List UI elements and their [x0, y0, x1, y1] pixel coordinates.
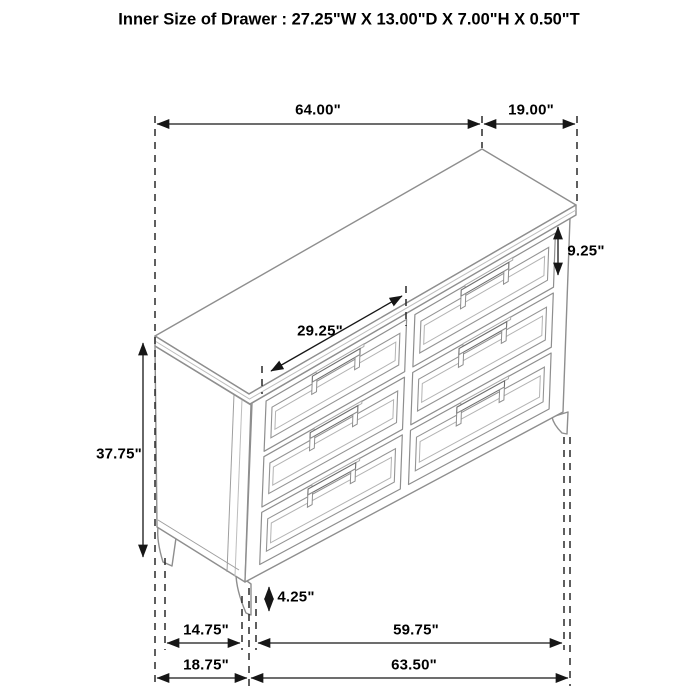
leg-height-label: 4.25" [277, 588, 315, 606]
dresser-illustration [155, 149, 576, 615]
drawer-inner-size-title: Inner Size of Drawer : 27.25"W X 13.00"D X 7.00"H X 0.50"T [118, 10, 580, 29]
drawer-1-right-handle-foot-right [504, 269, 509, 285]
drawer-1-right-handle-foot-left [461, 293, 466, 309]
drawer-1-left-handle-foot-left [312, 380, 317, 395]
drawer-3-right-handle-foot-right [499, 387, 504, 402]
top-depth-label: 19.00" [508, 101, 554, 119]
base-left-overall-label: 18.75" [183, 656, 229, 674]
drawer-3-left-handle-foot-left [307, 492, 312, 507]
drawer-width-label: 29.25" [297, 322, 343, 340]
cabinet-height-label: 37.75" [96, 445, 142, 463]
drawer-3-left-handle-foot-right [350, 469, 355, 484]
top-width-label: 64.00" [295, 101, 341, 119]
drawer-2-left-handle-foot-right [353, 412, 358, 427]
drawer-1-left-handle-foot-right [355, 355, 360, 370]
top-drawer-height-label: 9.25" [567, 242, 605, 260]
base-width-label: 63.50" [391, 656, 437, 674]
drawer-2-right-handle-foot-right [501, 328, 506, 344]
drawer-2-right-handle-foot-left [458, 352, 463, 367]
drawer-3-right-handle-foot-left [456, 411, 461, 426]
drawer-2-left-handle-foot-left [310, 436, 315, 451]
base-leg-span-label: 59.75" [393, 621, 439, 639]
base-left-inset-label: 14.75" [183, 621, 229, 639]
